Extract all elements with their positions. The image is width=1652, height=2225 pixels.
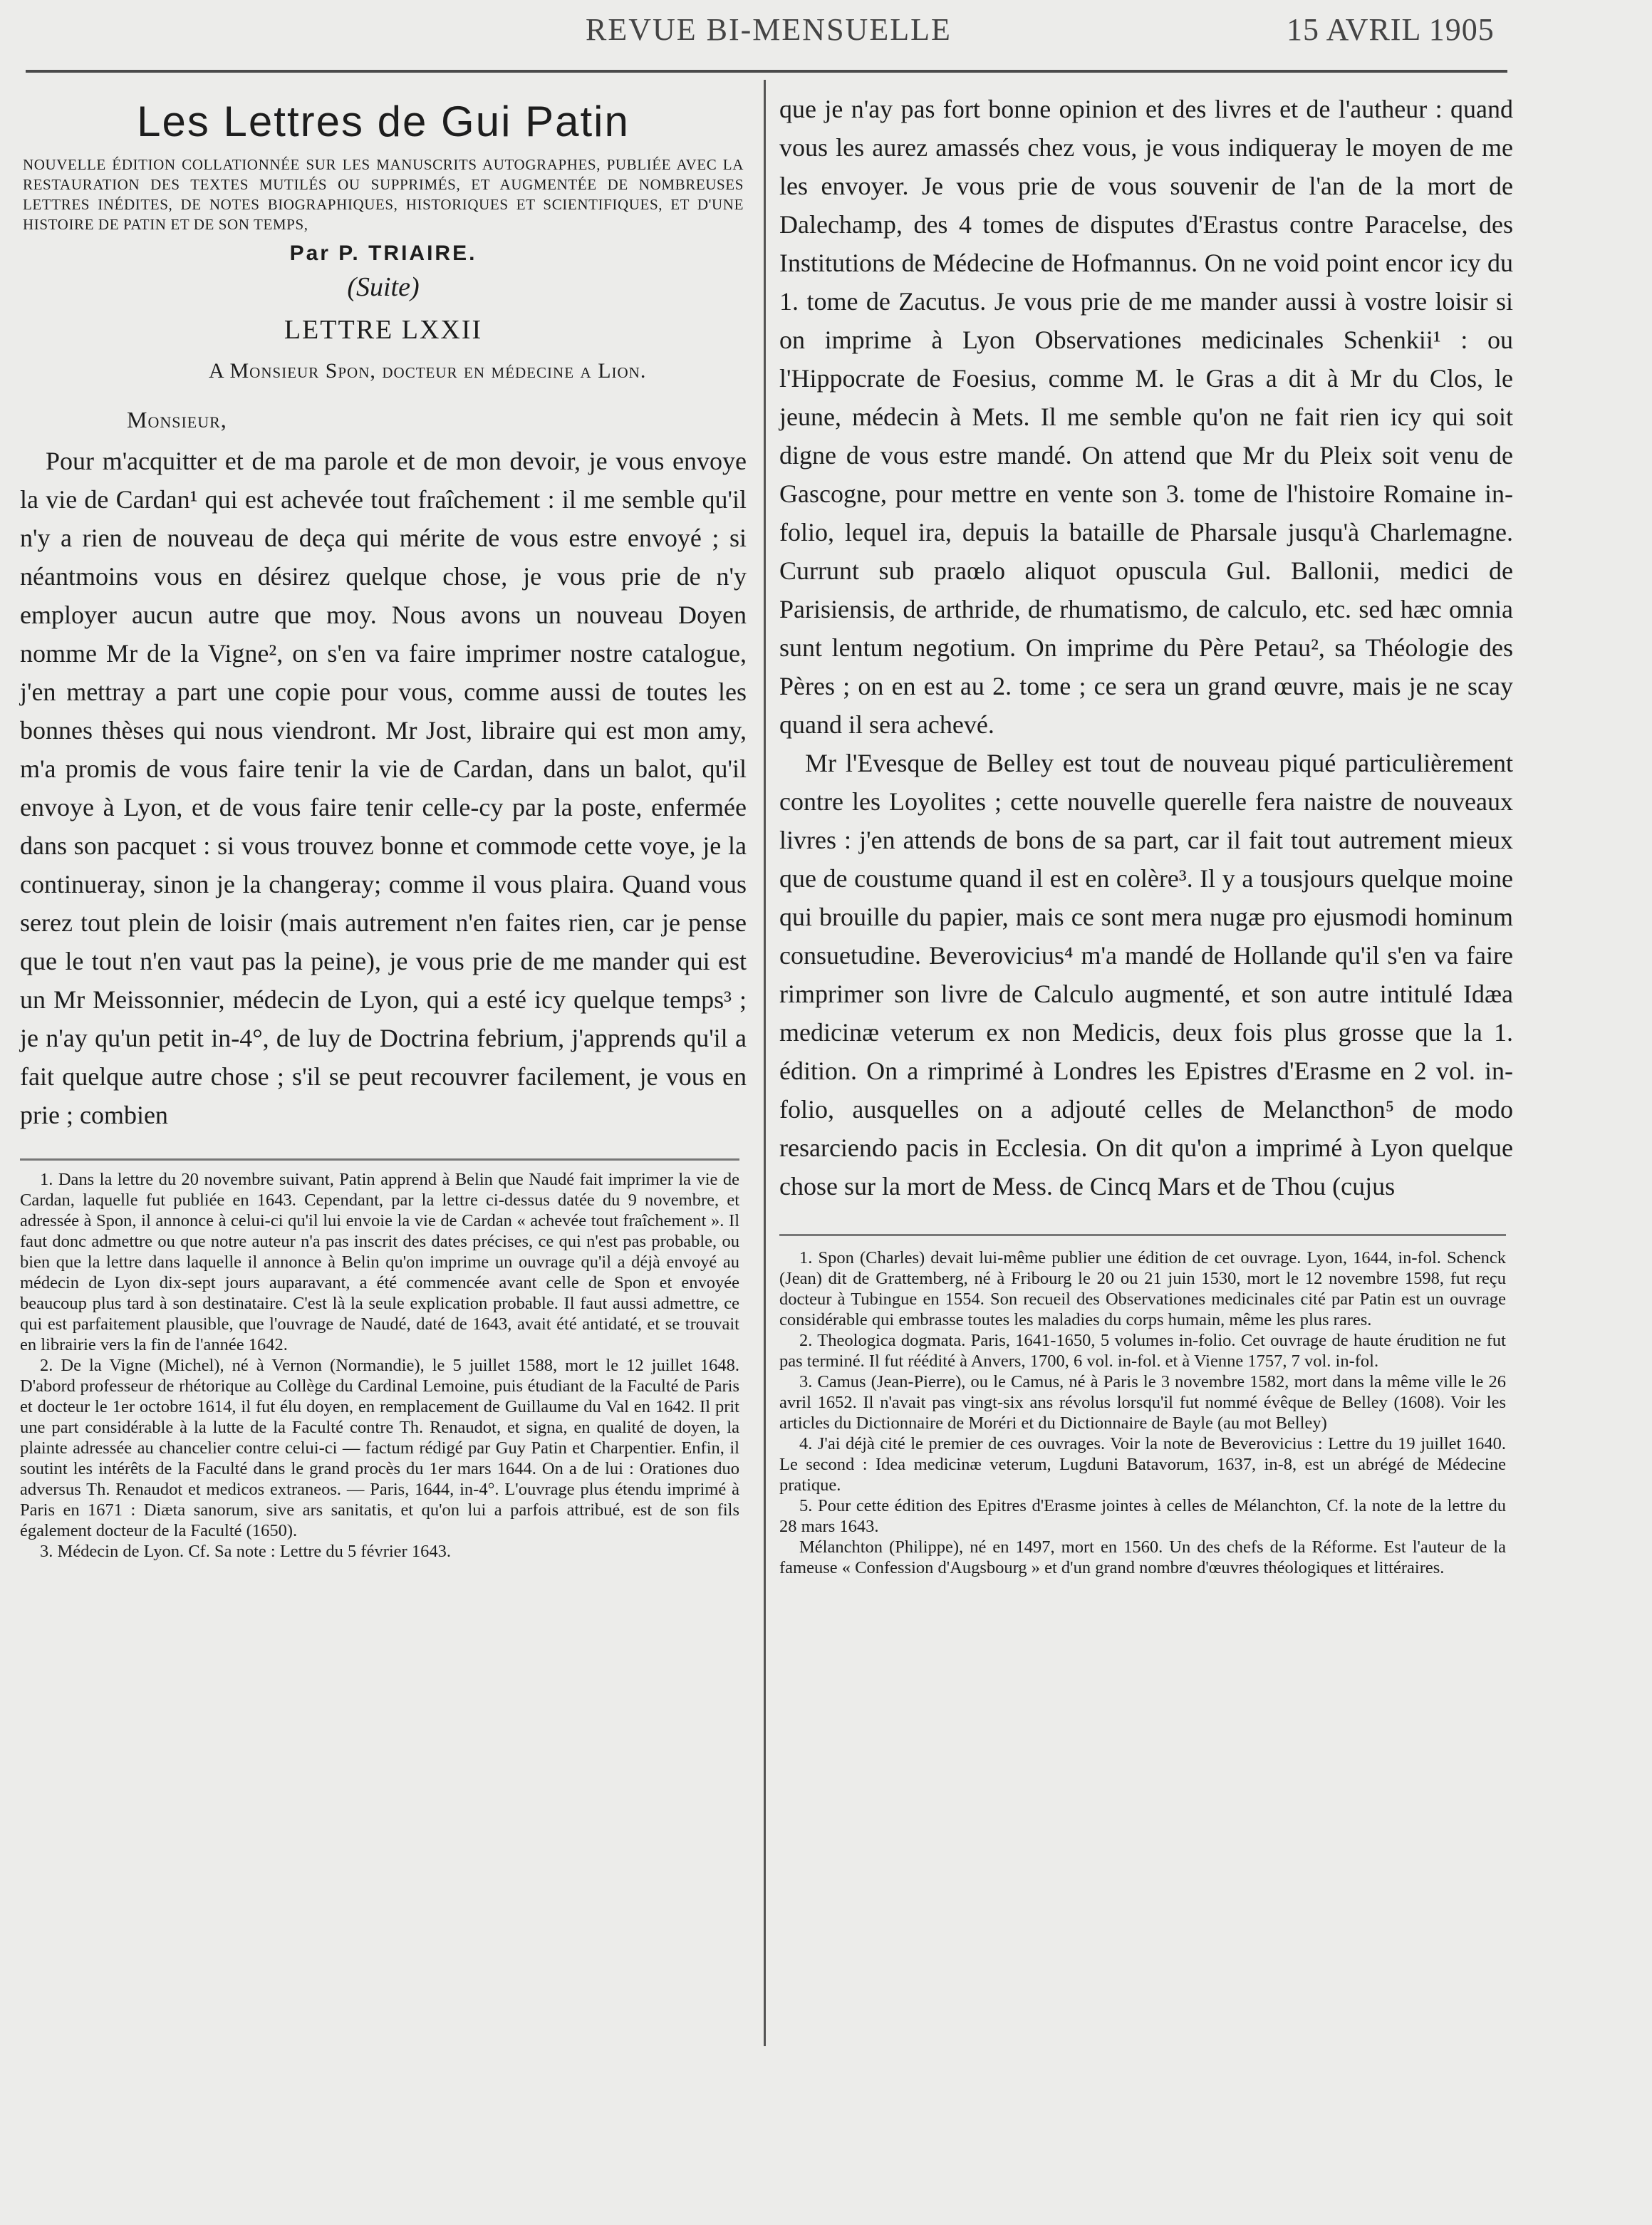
header-rule	[26, 70, 1507, 73]
issue-date: 15 AVRIL 1905	[1287, 12, 1495, 47]
footnote: 3. Médecin de Lyon. Cf. Sa note : Lettre du 5 février 1643.	[40, 1542, 451, 1561]
article-author: Par P. TRIAIRE.	[289, 242, 477, 265]
footnote: 2. Theologica dogmata. Paris, 1641-1650, 5 volumes in-folio. Cet ouvrage de haute érudition ne fut pas terminé. Il fut réédité à Anvers, 1700, 6 vol. in-fol. et à Vienne 1757, 7 vol. in-fol.	[779, 1331, 1506, 1371]
article-subtitle: NOUVELLE ÉDITION COLLATIONNÉE SUR LES MANUSCRITS AUTOGRAPHES, PUBLIÉE AVEC LA RESTAURATION DES TEXTES MUTILÉS OU SUPPRIMÉS, ET AUGMENTÉE DE NOMBREUSES LETTRES INÉDITES, DE NOTES BIOGRAPHIQUES, HISTORIQUES ET SCIENTIFIQUES, ET D'UNE HISTOIRE DE PATIN ET DE SON TEMPS,	[23, 156, 744, 233]
footnote: 2. De la Vigne (Michel), né à Vernon (Normandie), le 5 juillet 1588, mort le 12 juillet 1648. D'abord professeur de rhétorique au Collège du Cardinal Lemoine, puis étudiant de la Faculté de Paris et docteur le 1er octobre 1614, il fut élu doyen, en remplacement de Guillaume du Val en 1642. Il prit une part considérable à la lutte de la Faculté contre Th. Renaudot, et signa, en qualité de doyen, la plainte adressée au chancelier contre celui-ci — factum rédigé par Guy Patin et Charpentier. Enfin, il soutint les intérêts de la Faculté dans le grand procès du 1er mars 1644. On a de lui : Orationes duo adversus Th. Renaudot et medicos extraneos. — Paris, 1644, in-4°. L'ouvrage plus étendu imprimé à Paris en 1671 : Diæta sanorum, sive ars sanitatis, et qu'on lui a parfois attribué, est de son fils également docteur de la Faculté (1650).	[20, 1356, 739, 1540]
letter-number: LETTRE LXXII	[284, 315, 483, 345]
footnote: 4. J'ai déjà cité le premier de ces ouvrages. Voir la note de Beverovicius : Lettre du 19 juillet 1640. Le second : Idea medicinæ veterum, Lugduni Batavorum, 1637, in-8, est un abrégé de Médecine pratique.	[779, 1434, 1506, 1495]
footnote: 1. Dans la lettre du 20 novembre suivant, Patin apprend à Belin que Naudé fait imprimer la vie de Cardan, laquelle fut publiée en 1643. Cependant, par la lettre ci-dessus datée du 9 novembre, et adressée à Spon, il annonce à celui-ci qu'il lui envoie la vie de Cardan « achevée tout fraîchement ». Il faut donc admettre ou que notre auteur n'a pas inscrit des dates précises, ce qui n'est pas probable, ou bien que la lettre dans laquelle il annonce à Belin qu'on imprime un ouvrage qu'il a déjà envoyé au médecin de Lyon dix-sept jours auparavant, a été commencée avant celle de Spon et envoyée beaucoup plus tard à son destinataire. C'est là la seule explication probable. Il faut aussi admettre, ce qui est parfaitement plausible, que l'ouvrage de Naudé, daté de 1643, avait été antidaté, et se trouvait en librairie vers la fin de l'année 1642.	[20, 1170, 739, 1354]
right-footnotes	[779, 1234, 1506, 1578]
left-column	[20, 90, 747, 1562]
article-title: Les Lettres de Gui Patin	[137, 98, 630, 145]
left-footnotes	[20, 1158, 739, 1562]
right-column	[779, 90, 1513, 1578]
footnote: Mélanchton (Philippe), né en 1497, mort en 1560. Un des chefs de la Réforme. Est l'auteur de la fameuse « Confession d'Augsbourg » et d'un grand nombre d'œuvres théologiques et littéraires.	[779, 1537, 1506, 1577]
footnote: 5. Pour cette édition des Epitres d'Erasme jointes à celles de Mélanchton, Cf. la note de la lettre du 28 mars 1643.	[779, 1496, 1506, 1536]
journal-name: REVUE BI-MENSUELLE	[586, 12, 952, 47]
letter-salutation: Monsieur,	[127, 407, 227, 432]
column-divider	[764, 80, 766, 2046]
body-paragraph: Mr l'Evesque de Belley est tout de nouveau piqué particulièrement contre les Loyolites ; cette nouvelle querelle fera naistre de nouveaux livres : j'en attends de bons de sa part, car il fait tout autrement mieux que de coustume quand il est en colère³. Il y a tousjours quelque moine qui brouille du papier, mais ce sont mera nugæ pro ejusmodi hominum consuetudine. Beverovicius⁴ m'a mandé de Hollande qu'il s'en va faire rimprimer son livre de Calculo augmenté, et son autre intitulé Idæa medicinæ veterum ex non Medicis, deux fois plus grosse que la 1. édition. On a rimprimé à Londres les Epistres d'Erasme en 2 vol. in-folio, ausquelles on a adjouté celles de Melancthon⁵ de modo resarciendo pacis in Ecclesia. On dit qu'on a imprimé à Lyon quelque chose sur la mort de Mess. de Cincq Mars et de Thou (cujus	[779, 749, 1513, 1200]
footnote: 1. Spon (Charles) devait lui-même publier une édition de cet ouvrage. Lyon, 1644, in-fol. Schenck (Jean) dit de Grattemberg, né à Fribourg le 20 ou 21 juin 1530, mort le 12 novembre 1598, fut reçu docteur à Tubingue en 1554. Son recueil des Observationes medicinales cité par Patin est un ouvrage considérable qui embrasse toutes les maladies du corps humain, même les plus rares.	[779, 1248, 1506, 1329]
body-paragraph: Pour m'acquitter et de ma parole et de mon devoir, je vous envoye la vie de Cardan¹ qui est achevée tout fraîchement : il me semble qu'il n'y a rien de nouveau de deça qui mérite de vous estre envoyé ; si néantmoins vous en désirez quelque chose, je vous prie de n'y employer aucun autre que moy. Nous avons un nouveau Doyen nomme Mr de la Vigne², on s'en va faire imprimer nostre catalogue, j'en mettray a part une copie pour vous, comme aussi de toutes les bonnes thèses qui nous viendront. Mr Jost, libraire qui est mon amy, m'a promis de vous faire tenir la vie de Cardan, dans un balot, qu'il envoye à Lyon, et de vous faire tenir celle-cy par la poste, enfermée dans son pacquet : si vous trouvez bonne et commode cette voye, je la continueray, sinon je la changeray; comme il vous plaira. Quand vous serez tout plein de loisir (mais autrement n'en faites rien, car je pense que le tout n'en vaut pas la peine), je vous prie de me mander qui est un Mr Meissonnier, médecin de Lyon, qui a esté icy quelque temps³ ; je n'ay qu'un petit in-4°, de luy de Doctrina febrium, j'apprends qu'il a fait quelque autre chose ; s'il se peut recouvrer facilement, je vous en prie ; combien	[20, 447, 747, 1129]
running-header	[0, 4, 1652, 54]
footnote: 3. Camus (Jean-Pierre), ou le Camus, né à Paris le 3 novembre 1582, mort dans la même ville le 26 avril 1652. Il n'avait pas vingt-six ans révolus lorsqu'il fut nommé évêque de Belley (1608). Voir les articles du Dictionnaire de Moréri et du Dictionnaire de Bayle (au mot Belley)	[779, 1372, 1506, 1433]
body-paragraph: que je n'ay pas fort bonne opinion et des livres et de l'autheur : quand vous les aurez amassés chez vous, je vous indiqueray le moyen de me les envoyer. Je vous prie de vous souvenir de l'an de la mort de Dalechamp, des 4 tomes de disputes d'Erastus contre Paracelse, des Institutions de Médecine de Hofmannus. On ne void point encor icy du 1. tome de Zacutus. Je vous prie de me mander aussi à vostre loisir si on imprime à Lyon Observationes medicinales Schenkii¹ : ou l'Hippocrate de Foesius, comme M. le Gras a dit à Mr du Clos, le jeune, médecin à Mets. Il me semble qu'on ne fait rien icy qui soit digne de vous estre mandé. On attend que Mr du Pleix soit venu de Gascogne, pour mettre en vente son 3. tome de l'histoire Romaine in-folio, lequel ira, depuis la bataille de Pharsale jusqu'à Charlemagne. Currunt sub praœlo aliquot opuscula Gul. Ballonii, medici de Parisiensis, de arthride, de rhumatismo, de calculo, etc. sed hæc omnia sunt lentum negotium. On imprime du Père Petau², sa Théologie des Pères ; on en est au 2. tome ; ce sera un grand œuvre, mais je ne scay quand il sera achevé.	[779, 95, 1513, 739]
letter-addressee: A Monsieur Spon, docteur en médecine a Lion.	[209, 359, 647, 383]
left-body	[20, 442, 747, 1134]
right-body	[779, 90, 1513, 1205]
suite-label: (Suite)	[347, 272, 420, 302]
